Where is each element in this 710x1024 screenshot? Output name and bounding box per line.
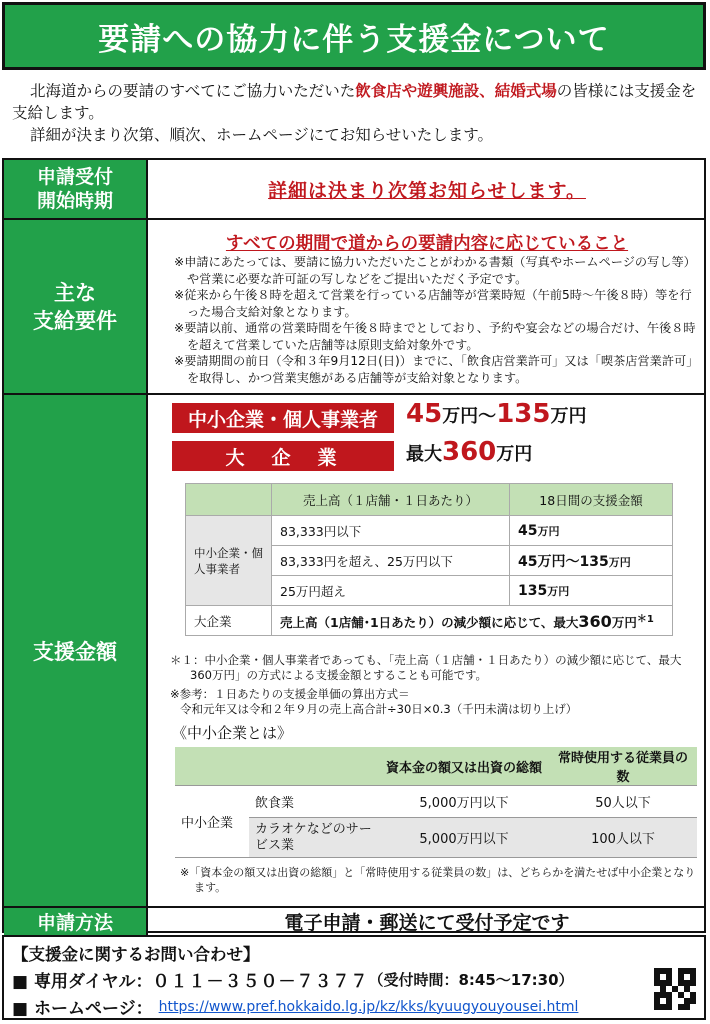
- group-label: 中小企業・個人事業者: [186, 516, 272, 606]
- note-item: ※申請にあたっては、要請に協力いただいたことがわかる書類（写真やホームページの写し等）や営業に必要な許可証の写しなどをご提出いただく予定です。: [174, 255, 696, 286]
- contact-box: [2, 935, 706, 1020]
- info-table: [2, 158, 706, 933]
- table-header: [186, 484, 272, 516]
- table-header: 資本金の額又は出資の総額: [379, 747, 549, 786]
- row-support-amount: [4, 395, 704, 908]
- row-requirements: [4, 220, 704, 395]
- title-banner: [2, 2, 706, 70]
- table-row: [186, 606, 673, 636]
- amount-unit: 万円: [611, 615, 637, 631]
- intro-line1-highlight: 飲食店や遊興施設、結婚式場: [355, 82, 557, 100]
- amount-value: 45万円～135: [518, 553, 609, 570]
- amount-value: 45: [406, 399, 443, 429]
- group-label: 大企業: [186, 606, 272, 636]
- table-header: [175, 747, 249, 786]
- period-message: 詳細は決まり次第お知らせします。: [268, 179, 586, 202]
- row-application-method: [4, 908, 704, 935]
- table-header: 常時使用する従業員の数: [549, 747, 697, 786]
- page-title: 要請への協力に伴う支援金について: [98, 21, 610, 58]
- label-line: 主な: [54, 280, 96, 305]
- large-amount: [406, 437, 532, 467]
- label-line: 開始時期: [36, 190, 113, 212]
- label-line: 支給要件: [33, 308, 117, 333]
- amount-unit: 万円: [547, 584, 570, 598]
- table-header: 売上高（１店舗・１日あたり）: [272, 484, 510, 516]
- contact-heading: 【支援金に関するお問い合わせ】: [12, 945, 260, 964]
- business-type: カラオケなどのサービス業: [249, 818, 379, 858]
- amount-value: 135: [518, 582, 548, 599]
- amount-unit: 万円: [496, 444, 533, 465]
- sales-cell: 25万円超え: [272, 576, 510, 606]
- large-enterprise-badge: 大 企 業: [172, 441, 394, 471]
- sme-definition-table: [175, 747, 697, 858]
- dial-hours: （受付時間：8:45～17:30）: [368, 971, 574, 989]
- contact-dial: [12, 966, 696, 993]
- note-item: ※要請以前、通常の営業時間を午後８時までとしており、予約や宴会などの場合だけ、午後８時を超えて営業していた店舗等は原則支給対象外です。: [174, 321, 696, 352]
- contact-homepage: [12, 993, 696, 1020]
- support-amount-table: [185, 483, 673, 636]
- sales-cell: 83,333円以下: [272, 516, 510, 546]
- employees-cell: 50人以下: [549, 786, 697, 818]
- capital-cell: 5,000万円以下: [379, 786, 549, 818]
- amount-unit: 万円～: [442, 406, 497, 427]
- dial-label: ■ 専用ダイヤル：: [12, 972, 153, 992]
- sme-definition-title: 《中小企業とは》: [172, 724, 293, 742]
- intro-text: [0, 72, 710, 158]
- note-item: ※従来から午後８時を超えて営業を行っている店舗等が営業時短（午前5時～午後８時）等を行った場合支給対象となります。: [174, 288, 692, 319]
- footnote-2: [170, 687, 700, 717]
- amount-prefix: 最大: [406, 444, 442, 465]
- sme-amount: [406, 399, 586, 429]
- business-type: 飲食業: [249, 786, 379, 818]
- amount-cell: [510, 546, 673, 576]
- footnote-1: ＊１：中小企業・個人事業者であっても、「売上高（１店舗・１日あたり）の減少額に応じて、最大360万円」の方式による支援金額とすることも可能です。: [170, 653, 682, 682]
- qr-module: [690, 1004, 696, 1010]
- large-text: 売上高（1店舗･1日あたり）の減少額に応じて、最大: [280, 615, 579, 631]
- requirements-headline: すべての期間で道からの要請内容に応じていること: [225, 234, 629, 254]
- amount-unit: 万円: [608, 555, 631, 569]
- homepage-link[interactable]: https://www.pref.hokkaido.lg.jp/kz/kks/kyuugyouyousei.html: [158, 998, 579, 1015]
- qr-code-icon: [654, 968, 696, 1010]
- amount-value: 135: [496, 399, 551, 429]
- large-enterprise-cell: [272, 606, 673, 636]
- footnote-line: ※参考：１日あたりの支援金単価の算出方式＝: [170, 687, 410, 701]
- requirements-notes: [174, 254, 698, 386]
- intro-line1-a: 北海道からの要請のすべてにご協力いただいた: [30, 82, 356, 100]
- table-row: [175, 786, 697, 818]
- footnote-line: 令和元年又は令和２年９月の売上高合計÷30日×0.3（千円未満は切り上げ）: [180, 702, 578, 716]
- label-support-amount: 支援金額: [4, 395, 148, 906]
- amount-value: 360: [578, 612, 612, 632]
- label-line: 申請受付: [36, 166, 113, 188]
- amount-value: 360: [442, 437, 497, 467]
- footnote-mark: ＊1: [636, 613, 654, 625]
- capital-cell: 5,000万円以下: [379, 818, 549, 858]
- dial-number[interactable]: ０１１－３５０－７３７７: [152, 972, 369, 992]
- table-header: 18日間の支援金額: [510, 484, 673, 516]
- group-label: 中小企業: [175, 786, 249, 858]
- amount-cell: [510, 576, 673, 606]
- table-row: [175, 818, 697, 858]
- label-application-method: 申請方法: [4, 908, 148, 935]
- intro-line2: 詳細が決まり次第、順次、ホームページにてお知らせいたします。: [30, 126, 493, 144]
- amount-unit: 万円: [537, 524, 560, 538]
- application-method-text: 電子申請・郵送にて受付予定です: [284, 912, 570, 934]
- homepage-label: ■ ホームページ：: [12, 999, 153, 1019]
- label-application-period: [4, 160, 148, 218]
- employees-cell: 100人以下: [549, 818, 697, 858]
- amount-unit: 万円: [550, 406, 587, 427]
- sales-cell: 83,333円を超え、25万円以下: [272, 546, 510, 576]
- amount-value: 45: [518, 522, 538, 539]
- amount-cell: [510, 516, 673, 546]
- table-row: [186, 516, 673, 546]
- table-header: [249, 747, 379, 786]
- sme-badge: 中小企業・個人事業者: [172, 403, 394, 433]
- intro-line1-b: の皆様には支援金を支給します。: [12, 82, 697, 122]
- row-application-period: [4, 160, 704, 220]
- footnote-3: ※「資本金の額又は出資の総額」と「常時使用する従業員の数」は、どちらかを満たせば中小企業となります。: [180, 866, 696, 894]
- note-item: ※要請期間の前日（令和３年9月12日(日)）までに、「飲食店営業許可」又は「喫茶店営業許可」を取得し、かつ営業実態がある店舗等が支給対象となります。: [174, 354, 693, 385]
- label-requirements: [4, 220, 148, 393]
